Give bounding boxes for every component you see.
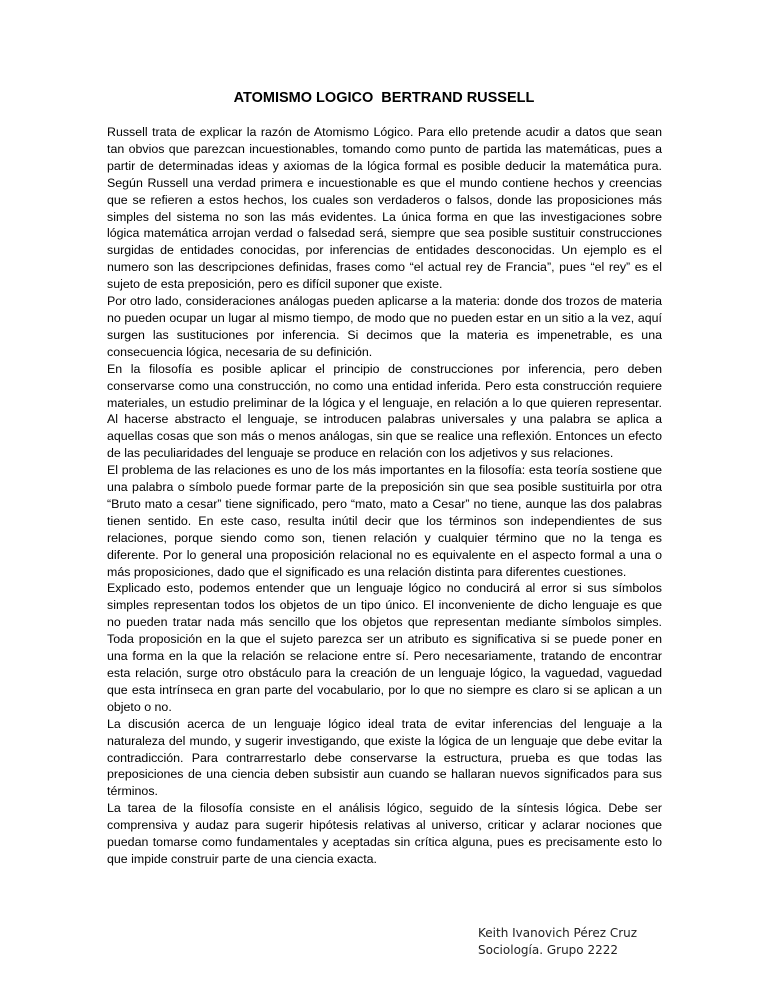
- author-group: Sociología. Grupo 2222: [478, 943, 618, 957]
- paragraph-3: En la filosofía es posible aplicar el principio de construcciones por inferencia, pero deben conservarse como una construcción, no como una entidad inferida. Pero esta construcción requiere materiales, un estudio preliminar de la lógica y el lenguaje, en relación a lo que quieren representar. Al hacerse abstracto el lenguaje, se introducen palabras universales y una palabra se aplica a aquellas cosas que son más o menos análogas, sin que se realice una reflexión. Entonces un efecto de las peculiaridades del lenguaje se produce en relación con los adjetivos y sus relaciones.: [107, 361, 662, 461]
- paragraph-1: Russell trata de explicar la razón de Atomismo Lógico. Para ello pretende acudir a datos que sean tan obvios que parezcan incuestionables, tomando como punto de partida las matemáticas, pues a partir de determinadas ideas y axiomas de la lógica formal es posible deducir la matemática pura. Según Russell una verdad primera e incuestionable es que el mundo contiene hechos y creencias que se refieren a estos hechos, los cuales son verdaderos o falsos, donde las proposiciones más simples del sistema no son las más evidentes. La única forma en que las investigaciones sobre lógica matemática arrojan verdad o falsedad será, siempre que sea posible sustituir construcciones surgidas de entidades conocidas, por inferencias de entidades desconocidas. Un ejemplo es el numero son las descripciones definidas, frases como “el actual rey de Francia”, pues “el rey” es el sujeto de esta preposición, pero es difícil suponer que existe.: [107, 125, 662, 292]
- author-signature: [478, 925, 637, 959]
- paragraph-5: Explicado esto, podemos entender que un lenguaje lógico no conducirá al error si sus símbolos simples representan todos los objetos de un tipo único. El inconveniente de dicho lenguaje es que no pueden tratar nada más sencillo que los objetos que representan mediante símbolos simples. Toda proposición en la que el sujeto parezca ser un atributo es significativa si se puede poner en una forma en la que la relación se relacione entre sí. Pero necesariamente, tratando de encontrar esta relación, surge otro obstáculo para la creación de un lenguaje lógico, la vaguedad, vaguedad que esta intrínseca en gran parte del vocabulario, por lo que no siempre es claro si se aplican a un objeto o no.: [107, 581, 662, 714]
- paragraph-4: El problema de las relaciones es uno de los más importantes en la filosofía: esta teoría sostiene que una palabra o símbolo puede formar parte de la preposición sin que sea posible sustituirla por otra “Bruto mato a cesar” tiene significado, pero “mato, mato a Cesar” no tiene, aunque las dos palabras tienen sentido. En este caso, resulta inútil decir que los términos son independientes de sus relaciones, porque siendo como son, tienen relación y cualquier término que no la tenga es diferente. Por lo general una proposición relacional no es equivalente en el aspecto formal a una o más proposiciones, dado que el significado es una relación distinta para diferentes cuestiones.: [107, 463, 662, 579]
- paragraph-6: La discusión acerca de un lenguaje lógico ideal trata de evitar inferencias del lenguaje a la naturaleza del mundo, y sugerir investigando, que existe la lógica de un lenguaje que debe evitar la contradicción. Para contrarrestarlo debe conservarse la estructura, prueba es que todas las preposiciones de una ciencia deben subsistir aun cuando se hallaran nuevos significados para sus términos.: [107, 716, 662, 799]
- author-name: Keith Ivanovich Pérez Cruz: [478, 926, 638, 940]
- paragraph-7: La tarea de la filosofía consiste en el análisis lógico, seguido de la síntesis lógica. Debe ser comprensiva y audaz para sugerir hipótesis relativas al universo, criticar y aclarar nociones que puedan tomarse como fundamentales y aceptadas sin crítica alguna, pues es precisamente esto lo que impide construir parte de una ciencia exacta.: [107, 801, 662, 866]
- paragraph-2: Por otro lado, consideraciones análogas pueden aplicarse a la materia: donde dos trozos de materia no pueden ocupar un lugar al mismo tiempo, de modo que no pueden estar en un sitio a la vez, aquí surgen las sustituciones por inferencia. Si decimos que la materia es impenetrable, es una consecuencia lógica, necesaria de su definición.: [107, 294, 662, 359]
- document-body: [107, 124, 662, 868]
- document-title: ATOMISMO LOGICO BERTRAND RUSSELL: [233, 90, 535, 106]
